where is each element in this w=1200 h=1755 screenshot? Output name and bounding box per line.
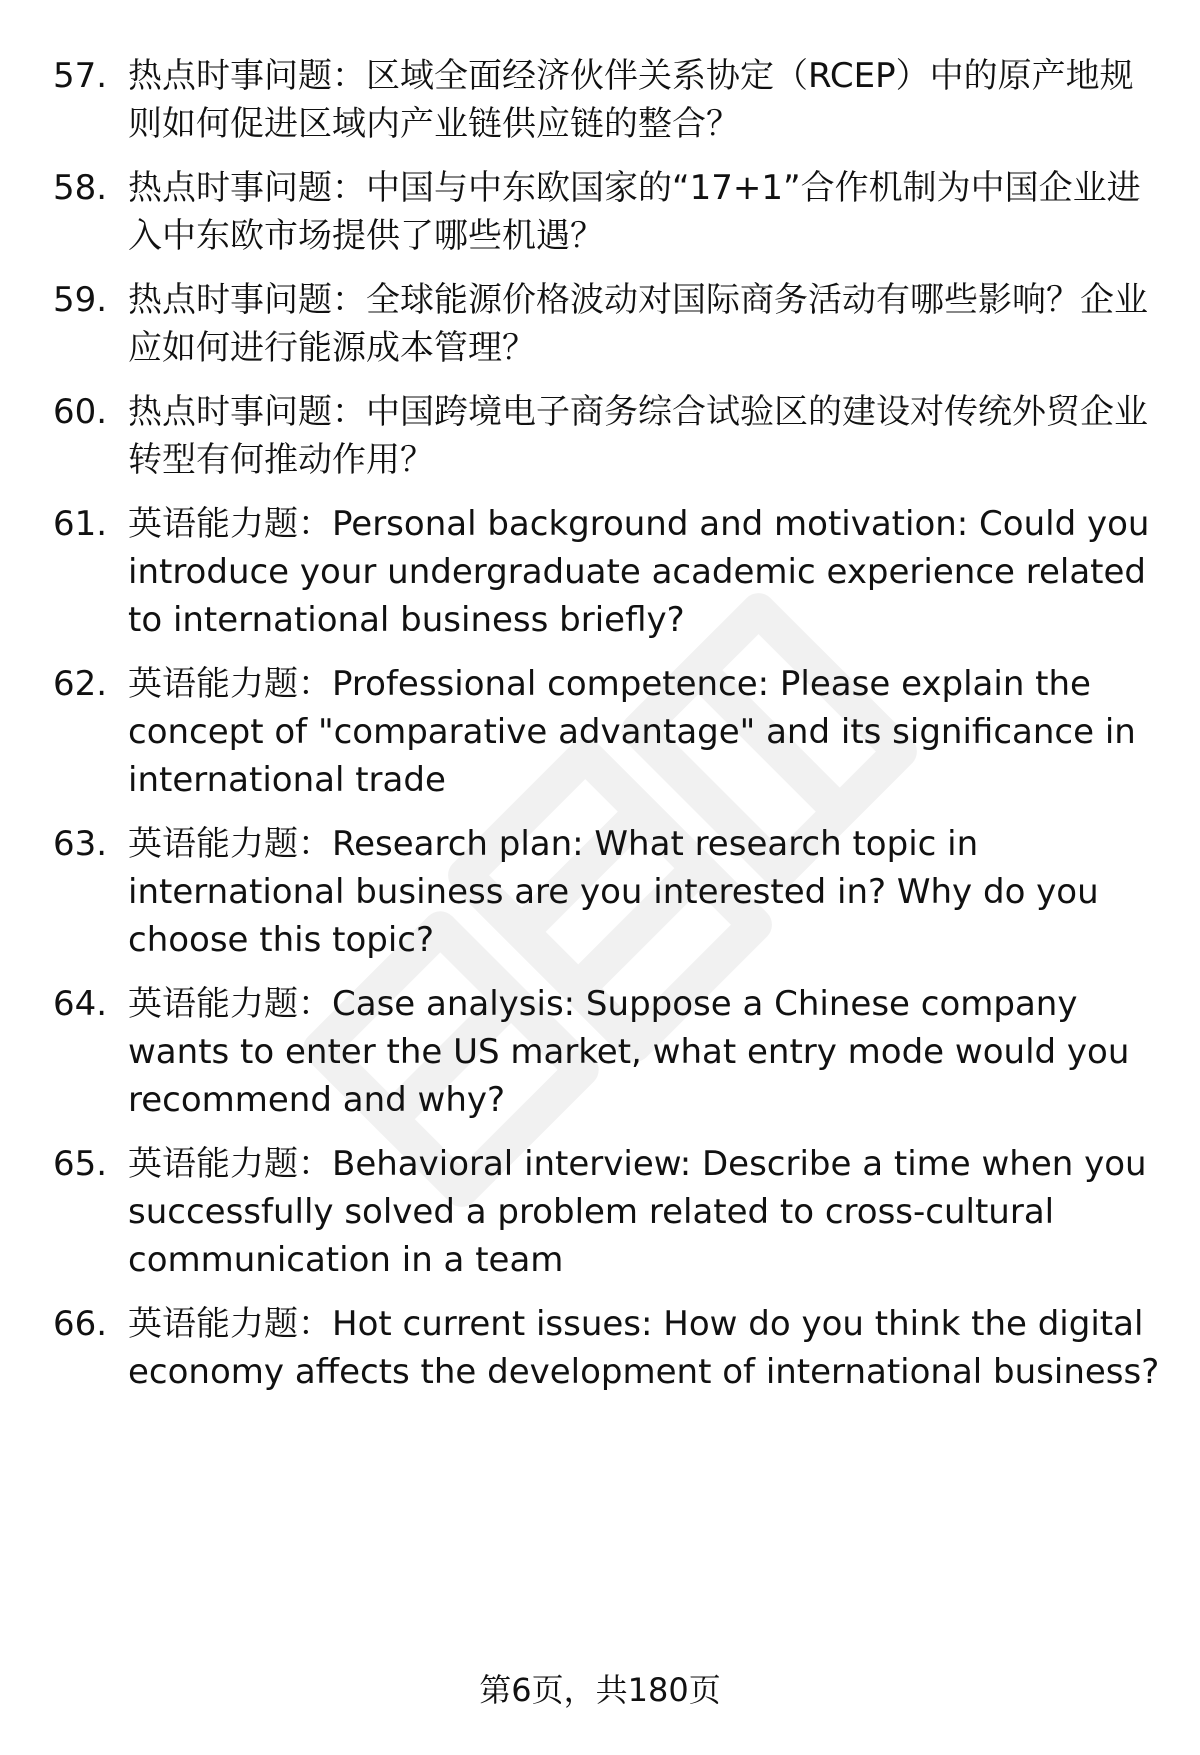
- question-number: 64.: [53, 984, 108, 1024]
- question-text: 英语能力题：Personal background and motivation: Could you introduce your undergraduate academic experience related to international business briefly?: [128, 504, 1150, 640]
- question-item: [53, 1300, 1163, 1396]
- question-item: [53, 980, 1163, 1124]
- question-text: 英语能力题：Case analysis: Suppose a Chinese company wants to enter the US market, what entry mode would you recommend and why?: [128, 984, 1130, 1120]
- question-number: 58.: [53, 168, 108, 208]
- question-number: 66.: [53, 1304, 108, 1344]
- question-item: [53, 276, 1163, 372]
- question-item: [53, 164, 1163, 260]
- question-text: 热点时事问题：全球能源价格波动对国际商务活动有哪些影响？企业应如何进行能源成本管理？: [128, 280, 1148, 368]
- question-text: 热点时事问题：中国与中东欧国家的“17+1”合作机制为中国企业进入中东欧市场提供了哪些机遇？: [128, 168, 1141, 256]
- question-text: 热点时事问题：中国跨境电子商务综合试验区的建设对传统外贸企业转型有何推动作用？: [128, 392, 1148, 480]
- question-number: 61.: [53, 504, 108, 544]
- question-item: [53, 500, 1163, 644]
- question-item: [53, 1140, 1163, 1284]
- question-text: 热点时事问题：区域全面经济伙伴关系协定（RCEP）中的原产地规则如何促进区域内产业链供应链的整合？: [128, 56, 1134, 144]
- question-item: [53, 660, 1163, 804]
- question-number: 59.: [53, 280, 108, 320]
- question-item: [53, 52, 1163, 148]
- question-number: 63.: [53, 824, 108, 864]
- question-text: 英语能力题：Research plan: What research topic in international business are you interested in? Why do you choose this topic?: [128, 824, 1099, 960]
- question-number: 57.: [53, 56, 108, 96]
- question-text: 英语能力题：Behavioral interview: Describe a time when you successfully solved a problem related to cross-cultural communication in a team: [128, 1144, 1147, 1280]
- page-number: 第6页，共180页: [479, 1671, 721, 1709]
- question-text: 英语能力题：Professional competence: Please explain the concept of "comparative advantage" and its significance in international trade: [128, 664, 1136, 800]
- question-item: [53, 388, 1163, 484]
- question-number: 62.: [53, 664, 108, 704]
- question-number: 65.: [53, 1144, 108, 1184]
- question-item: [53, 820, 1163, 964]
- question-number: 60.: [53, 392, 108, 432]
- question-text: 英语能力题：Hot current issues: How do you think the digital economy affects the development of international business?: [128, 1304, 1160, 1392]
- question-list: [53, 52, 1163, 1396]
